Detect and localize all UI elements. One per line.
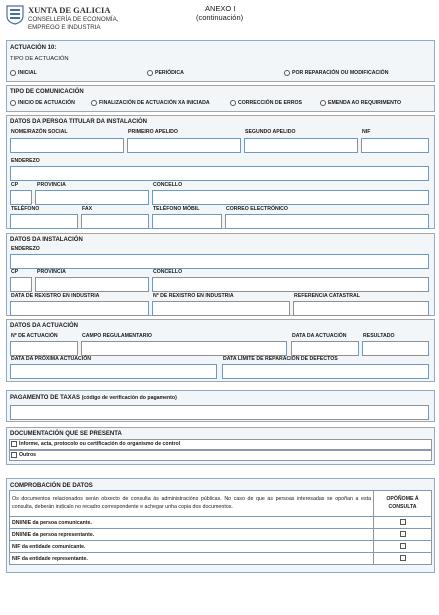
council-field[interactable] xyxy=(152,190,429,205)
label-limit-date: DATA LÍMITE DE REPARACIÓN DE DEFECTOS xyxy=(223,356,338,362)
instalacion-title: DATOS DA INSTALACIÓN xyxy=(10,237,83,243)
label-phone: TELÉFONO xyxy=(11,206,40,212)
datos-actuacion-title: DATOS DA ACTUACIÓN xyxy=(10,323,78,329)
reg-num-field[interactable] xyxy=(152,301,290,316)
surname1-field[interactable] xyxy=(127,138,241,153)
dept-line-1: CONSELLERÍA DE ECONOMÍA, xyxy=(28,16,119,23)
label-act-result: RESULTADO xyxy=(363,333,395,339)
radio-periodica[interactable] xyxy=(147,70,153,76)
oppose-nif-comunicante-checkbox[interactable] xyxy=(400,543,406,549)
oppose-dni-comunicante-checkbox[interactable] xyxy=(400,519,406,525)
annex-subtitle: (continuación) xyxy=(196,13,244,22)
radio-inicio[interactable] xyxy=(10,100,16,106)
table-row xyxy=(10,553,432,565)
row-label-dni-representante: DNI/NIE da persoa representante. xyxy=(10,529,374,541)
option-finalizacion: FINALIZACIÓN DE ACTUACIÓN XA INICIADA xyxy=(99,100,210,106)
inst-council-field[interactable] xyxy=(152,277,429,292)
option-inicio: INICIO DE ACTUACIÓN xyxy=(18,100,75,106)
row-cell xyxy=(374,553,432,565)
nif-field[interactable] xyxy=(361,138,429,153)
act-field-field[interactable] xyxy=(81,341,287,356)
label-cp: CP xyxy=(11,182,19,188)
radio-finalizacion[interactable] xyxy=(91,100,97,106)
label-inst-cp: CP xyxy=(11,269,19,275)
label-surname2: SEGUNDO APELIDO xyxy=(245,129,296,135)
inst-address-field[interactable] xyxy=(10,254,429,269)
doc-item-2 xyxy=(9,450,432,461)
act-num-field[interactable] xyxy=(10,341,78,356)
oppose-dni-representante-checkbox[interactable] xyxy=(400,531,406,537)
label-name: NOME/RAZÓN SOCIAL xyxy=(11,129,68,135)
table-row xyxy=(10,529,432,541)
dept-line-2: EMPREGO E INDUSTRIA xyxy=(28,24,101,31)
table-header-row xyxy=(10,491,432,517)
label-council: CONCELLO xyxy=(153,182,183,188)
label-inst-address: ENDEREZO xyxy=(11,246,40,252)
label-reg-date: DATA DE REXISTRO EN INDUSTRIA xyxy=(11,293,100,299)
limit-date-field[interactable] xyxy=(222,364,429,379)
label-email: CORREO ELECTRÓNICO xyxy=(226,206,288,212)
taxas-title xyxy=(10,395,177,401)
label-fax: FAX xyxy=(82,206,93,212)
titular-title: DATOS DA PERSOA TITULAR DA INSTALACIÓN xyxy=(10,119,147,125)
mobile-field[interactable] xyxy=(152,214,222,229)
label-reg-num: Nº DE REXISTRO EN INDUSTRIA xyxy=(153,293,234,299)
doc-item-2-label: Outros xyxy=(19,452,37,458)
option-periodica: PERIÓDICA xyxy=(155,70,184,76)
radio-reparacion[interactable] xyxy=(284,70,290,76)
intro-text: Os documentos relacionados serán obxecto de consulta ás administracións públicas. No caso de que as persoas interesadas se opoñan a esta consulta, deberán indicalo no recadro correspondente e achegar unha copia dos documentos. xyxy=(10,491,374,517)
label-act-field: CAMPO REGULAMENTARIO xyxy=(82,333,152,339)
option-reparacion: POR REPARACIÓN OU MODIFICACIÓN xyxy=(292,70,389,76)
province-field[interactable] xyxy=(35,190,149,205)
row-cell xyxy=(374,517,432,529)
label-surname1: PRIMEIRO APELIDO xyxy=(128,129,178,135)
inst-province-field[interactable] xyxy=(35,277,149,292)
radio-inicial[interactable] xyxy=(10,70,16,76)
cadastral-field[interactable] xyxy=(293,301,429,316)
row-cell xyxy=(374,529,432,541)
option-correccion: CORRECCIÓN DE ERROS xyxy=(238,100,302,106)
annex-title: ANEXO I xyxy=(205,4,236,13)
label-inst-province: PROVINCIA xyxy=(37,269,66,275)
label-inst-council: CONCELLO xyxy=(153,269,183,275)
taxas-title-text: PAGAMENTO DE TAXAS xyxy=(10,395,81,401)
act-date-field[interactable] xyxy=(291,341,359,356)
label-next-date: DATA DA PRÓXIMA ACTUACIÓN xyxy=(11,356,92,362)
comprobacion-table xyxy=(9,490,432,565)
documentacion-title: DOCUMENTACIÓN QUE SE PRESENTA xyxy=(10,431,122,437)
act-result-field[interactable] xyxy=(362,341,429,356)
row-cell xyxy=(374,541,432,553)
col-header-opposition: OPÓÑOME Á CONSULTA xyxy=(374,491,432,517)
label-nif: NIF xyxy=(362,129,371,135)
phone-field[interactable] xyxy=(10,214,78,229)
row-label-dni-comunicante: DNI/NIE da persoa comunicante. xyxy=(10,517,374,529)
row-label-nif-comunicante: NIF da entidade comunicante. xyxy=(10,541,374,553)
row-label-nif-representante: NIF da entidade representante. xyxy=(10,553,374,565)
email-field[interactable] xyxy=(225,214,429,229)
name-field[interactable] xyxy=(10,138,124,153)
next-date-field[interactable] xyxy=(10,364,217,379)
doc-item-1-label: Informe, acta, protocolo ou certificación do organismo de control xyxy=(19,441,181,447)
oppose-nif-representante-checkbox[interactable] xyxy=(400,555,406,561)
label-address: ENDEREZO xyxy=(11,158,40,164)
cp-field[interactable] xyxy=(10,190,32,205)
address-field[interactable] xyxy=(10,166,429,181)
tipo-actuacion-title: TIPO DE ACTUACIÓN xyxy=(10,56,69,62)
surname2-field[interactable] xyxy=(244,138,358,153)
taxas-field[interactable] xyxy=(10,405,429,420)
comprobacion-title: COMPROBACIÓN DE DATOS xyxy=(10,483,93,489)
option-emenda: EMENDA AO REQUIRIMENTO xyxy=(328,100,402,106)
table-row xyxy=(10,517,432,529)
inst-cp-field[interactable] xyxy=(10,277,32,292)
label-mobile: TELÉFONO MÓBIL xyxy=(153,206,200,212)
doc-outros-checkbox[interactable] xyxy=(11,452,17,458)
label-cadastral: REFERENCIA CATASTRAL xyxy=(294,293,360,299)
taxas-subtitle: (código de verificación do pagamento) xyxy=(81,395,177,401)
label-act-num: Nº DE ACTUACIÓN xyxy=(11,333,58,339)
fax-field[interactable] xyxy=(81,214,149,229)
comunicacion-title: TIPO DE COMUNICACIÓN xyxy=(10,89,84,95)
label-province: PROVINCIA xyxy=(37,182,66,188)
radio-correccion[interactable] xyxy=(230,100,236,106)
actuacion-title: ACTUACIÓN 10: xyxy=(10,45,57,51)
table-row xyxy=(10,541,432,553)
radio-emenda[interactable] xyxy=(320,100,326,106)
option-inicial: INICIAL xyxy=(18,70,37,76)
org-name: XUNTA DE GALICIA xyxy=(28,5,111,15)
label-act-date: DATA DA ACTUACIÓN xyxy=(292,333,347,339)
doc-informe-checkbox[interactable] xyxy=(11,441,17,447)
reg-date-field[interactable] xyxy=(10,301,149,316)
xunta-logo-icon xyxy=(6,5,24,25)
